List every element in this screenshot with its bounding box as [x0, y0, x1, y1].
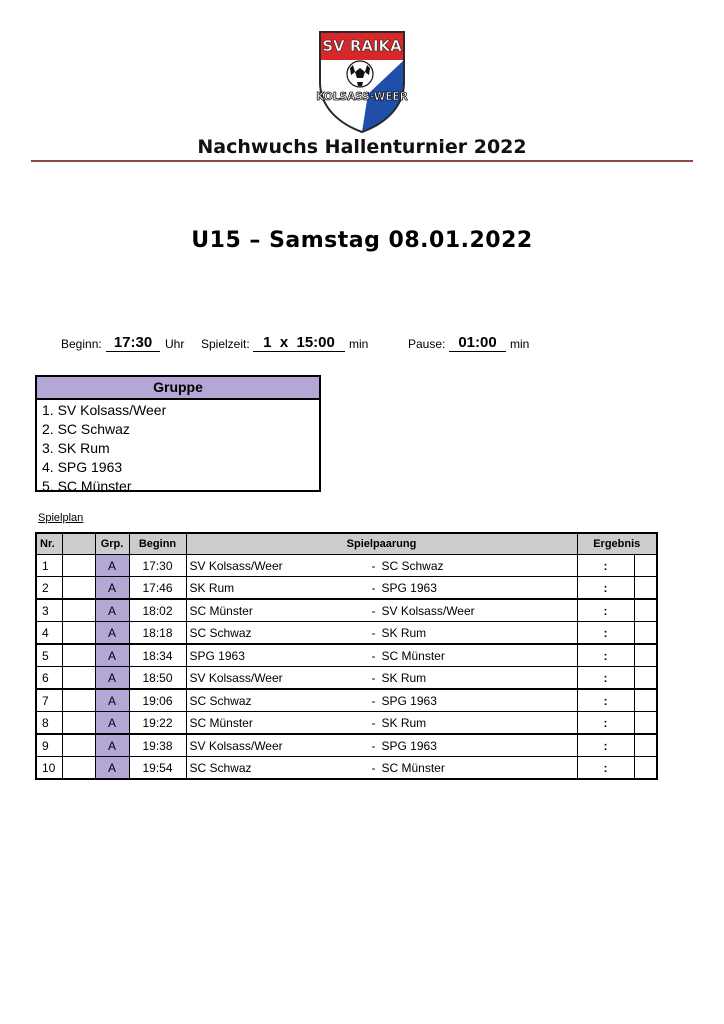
spielzeit-label: Spielzeit: [201, 337, 250, 351]
match-pairing [186, 599, 577, 622]
home-team: SV Kolsass/Weer [189, 670, 283, 685]
match-result[interactable]: : [577, 734, 634, 757]
beginn-unit: Uhr [165, 337, 185, 351]
match-number: 2 [36, 577, 62, 600]
blank-cell [62, 577, 95, 600]
header-nr: Nr. [36, 533, 62, 555]
match-number: 10 [36, 757, 62, 780]
table-row [36, 599, 657, 622]
settings-row [0, 334, 724, 354]
header-blank [62, 533, 95, 555]
header-pairing: Spielpaarung [186, 533, 577, 555]
match-pairing [186, 622, 577, 645]
result-extra-cell [634, 555, 657, 577]
match-time: 19:22 [129, 712, 186, 735]
pairing-separator: - [371, 671, 376, 685]
match-group: A [95, 757, 129, 780]
table-row [36, 667, 657, 690]
away-team: SC Schwaz [381, 559, 444, 573]
match-result[interactable]: : [577, 555, 634, 577]
home-team: SC Schwaz [189, 693, 252, 708]
match-number: 9 [36, 734, 62, 757]
logo-bottom-text: KOLSASS-WEER [316, 91, 408, 103]
match-result[interactable]: : [577, 689, 634, 712]
away-team: SC Münster [381, 649, 445, 663]
result-extra-cell [634, 712, 657, 735]
group-title: Gruppe [37, 377, 319, 400]
header-grp: Grp. [95, 533, 129, 555]
result-extra-cell [634, 577, 657, 600]
result-extra-cell [634, 622, 657, 645]
match-group: A [95, 689, 129, 712]
away-team: SK Rum [381, 716, 427, 730]
match-number: 1 [36, 555, 62, 577]
match-time: 18:02 [129, 599, 186, 622]
match-pairing [186, 734, 577, 757]
result-extra-cell [634, 667, 657, 690]
result-extra-cell [634, 599, 657, 622]
table-row [36, 757, 657, 780]
match-pairing [186, 555, 577, 577]
pairing-separator: - [371, 559, 376, 573]
home-team: SV Kolsass/Weer [189, 558, 283, 573]
group-team: 2. SC Schwaz [42, 421, 130, 437]
table-row [36, 622, 657, 645]
match-result[interactable]: : [577, 757, 634, 780]
match-result[interactable]: : [577, 599, 634, 622]
group-team: 4. SPG 1963 [42, 459, 123, 475]
match-group: A [95, 622, 129, 645]
away-team: SK Rum [381, 671, 427, 685]
group-team: 3. SK Rum [42, 440, 110, 456]
away-team: SC Münster [381, 761, 445, 775]
home-team: SV Kolsass/Weer [189, 738, 283, 753]
away-team: SPG 1963 [381, 694, 437, 708]
blank-cell [62, 757, 95, 780]
pairing-separator: - [371, 626, 376, 640]
match-pairing [186, 667, 577, 690]
away-team: SK Rum [381, 626, 427, 640]
match-result[interactable]: : [577, 644, 634, 667]
home-team: SC Schwaz [189, 625, 252, 640]
match-number: 8 [36, 712, 62, 735]
match-number: 6 [36, 667, 62, 690]
pause-value: 01:00 [449, 334, 506, 352]
pause-label: Pause: [408, 337, 446, 351]
pairing-separator: - [371, 739, 376, 753]
header-result: Ergebnis [577, 533, 657, 555]
away-team: SPG 1963 [381, 581, 437, 595]
table-row [36, 644, 657, 667]
result-extra-cell [634, 734, 657, 757]
group-box [35, 375, 321, 492]
beginn-value: 17:30 [106, 334, 160, 352]
header-beginn: Beginn [129, 533, 186, 555]
result-extra-cell [634, 644, 657, 667]
match-group: A [95, 734, 129, 757]
match-result[interactable]: : [577, 577, 634, 600]
schedule-header-row [36, 533, 657, 555]
table-row [36, 712, 657, 735]
pause-unit: min [510, 337, 530, 351]
match-pairing [186, 644, 577, 667]
match-number: 4 [36, 622, 62, 645]
group-team-list [37, 400, 319, 496]
pairing-separator: - [371, 716, 376, 730]
blank-cell [62, 599, 95, 622]
spielzeit-unit: min [349, 337, 369, 351]
match-number: 7 [36, 689, 62, 712]
pairing-separator: - [371, 761, 376, 775]
blank-cell [62, 667, 95, 690]
match-group: A [95, 599, 129, 622]
blank-cell [62, 644, 95, 667]
group-team: 1. SV Kolsass/Weer [42, 402, 167, 418]
match-time: 19:54 [129, 757, 186, 780]
page-title: U15 – Samstag 08.01.2022 [191, 228, 533, 253]
match-group: A [95, 555, 129, 577]
match-pairing [186, 689, 577, 712]
away-team: SV Kolsass/Weer [381, 604, 475, 618]
spielzeit-value: 1 x 15:00 [253, 334, 345, 352]
header-divider [31, 160, 693, 162]
beginn-label: Beginn: [61, 337, 102, 351]
home-team: SC Schwaz [189, 760, 252, 775]
home-team: SPG 1963 [189, 648, 245, 663]
match-time: 18:34 [129, 644, 186, 667]
blank-cell [62, 689, 95, 712]
table-row [36, 734, 657, 757]
blank-cell [62, 734, 95, 757]
match-time: 17:46 [129, 577, 186, 600]
home-team: SC Münster [189, 715, 253, 730]
club-logo [316, 30, 408, 134]
match-group: A [95, 667, 129, 690]
away-team: SPG 1963 [381, 739, 437, 753]
result-extra-cell [634, 757, 657, 780]
match-pairing [186, 712, 577, 735]
table-row [36, 555, 657, 577]
blank-cell [62, 555, 95, 577]
match-result[interactable]: : [577, 712, 634, 735]
match-time: 18:18 [129, 622, 186, 645]
match-pairing [186, 577, 577, 600]
match-result[interactable]: : [577, 667, 634, 690]
home-team: SC Münster [189, 603, 253, 618]
match-number: 3 [36, 599, 62, 622]
result-extra-cell [634, 689, 657, 712]
soccer-ball-icon [347, 61, 373, 87]
table-row [36, 689, 657, 712]
match-time: 17:30 [129, 555, 186, 577]
match-time: 18:50 [129, 667, 186, 690]
table-row [36, 577, 657, 600]
pairing-separator: - [371, 649, 376, 663]
match-pairing [186, 757, 577, 780]
pairing-separator: - [371, 581, 376, 595]
match-time: 19:06 [129, 689, 186, 712]
group-team: 5. SC Münster [42, 478, 132, 494]
schedule-body [36, 555, 657, 780]
match-group: A [95, 644, 129, 667]
match-time: 19:38 [129, 734, 186, 757]
match-number: 5 [36, 644, 62, 667]
pairing-separator: - [371, 604, 376, 618]
home-team: SK Rum [189, 580, 235, 595]
schedule-table [35, 532, 658, 780]
logo-top-text: SV RAIKA [322, 37, 402, 55]
match-group: A [95, 712, 129, 735]
pairing-separator: - [371, 694, 376, 708]
match-group: A [95, 577, 129, 600]
match-result[interactable]: : [577, 622, 634, 645]
blank-cell [62, 622, 95, 645]
schedule-label: Spielplan [38, 512, 84, 524]
blank-cell [62, 712, 95, 735]
tournament-title: Nachwuchs Hallenturnier 2022 [197, 136, 527, 158]
